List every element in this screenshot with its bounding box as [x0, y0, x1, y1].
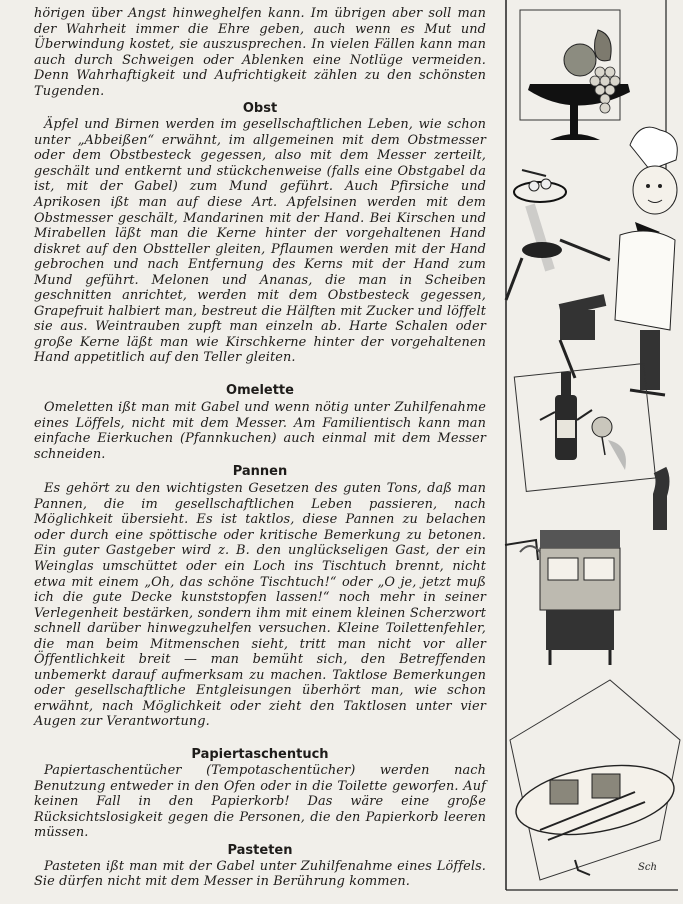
illustration-signature: Sch — [638, 862, 657, 873]
section-text-obst: Äpfel und Birnen werden im gesellschaftlichen Leben, wie schon unter „Abbeißen“ erwähnt, im allgemeinen mit dem Obstmesser oder dem Obstbesteck gegessen, also mit dem Messer zerteilt, geschält und entkernt und stückchenweise (falls eine Obstgabel da ist, mit der Gabel) zum Mund geführt. Auch Pfirsiche und Aprikosen ißt man auf diese Art. Apfelsinen werden mit dem Obstmesser geschält, Mandarinen mit der Hand. Bei Kirschen und Mirabellen läßt man die Kerne hinter der vorgehaltenen Hand diskret auf den Obstteller gleiten, Pflaumen werden mit der Hand gebrochen und nach Entfernung des Kerns mit der Hand zum Mund geführt. Melonen und Ananas, die man in Scheiben geschnitten anrichtet, werden mit dem Obstbesteck gegessen, Grapefruit halbiert man, bestreut die Hälften mit Zucker und löffelt sie aus. Weintrauben zupft man einzeln ab. Harte Schalen oder große Kerne läßt man wie Kirschkerne hinter der vorgehaltenen Hand appetitlich auf den Teller gleiten. — [34, 117, 486, 366]
section-heading-pannen: Pannen — [232, 464, 288, 480]
section-heading-omelette: Omelette — [226, 383, 294, 399]
chef-icon — [506, 127, 677, 395]
section-text-omelette: Omeletten ißt man mit Gabel und wenn nötig unter Zuhilfenahme eines Löffels, nicht mit dem Messer. Am Familientisch kann man einfache Eierkuchen (Pfannkuchen) auch einmal mit dem Messer schneiden. — [34, 400, 486, 462]
section-heading-pasteten: Pasteten — [227, 842, 293, 858]
intro-paragraph: hörigen über Angst hinweghelfen kann. Im übrigen aber soll man der Wahrheit immer die Ehre geben, auch wenn es Mut und Überwindung kostet, sie auszusprechen. In vielen Fällen kann man auch durch Schweigen oder Ablenken eine Notlüge vermeiden. Denn Wahrhaftigkeit und Aufrichtigkeit zählen zu den schönsten Tugenden. — [34, 6, 486, 99]
wine-bottle-icon — [514, 364, 655, 492]
section-text-papiertaschentuch: Papiertaschentücher (Tempotaschentücher) werden nach Benutzung entweder in den Ofen oder in die Toilette geworfen. Auf keinen Fall in den Papierkorb! Das wäre eine große Rücksichtslosigkeit gegen die Personen, die den Papierkorb leeren müssen. — [34, 762, 486, 841]
margin-illustration — [500, 0, 683, 904]
section-heading-papiertaschentuch: Papiertaschentuch — [191, 746, 329, 762]
section-text-pannen: Es gehört zu den wichtigsten Gesetzen des guten Tons, daß man Pannen, die im gesellschaftlichen Leben passieren, nach Möglichkeit übersieht. Es ist taktlos, diese Pannen zu belachen oder durch eine spöttische oder kritische Bemerkung zu betonen. Ein guter Gastgeber wird z. B. den unglückseligen Gast, der ein Weinglas umschüttet oder ein Loch ins Tischtuch brennt, nicht etwa mit einem „Oh, das schöne Tischtuch!“ oder „O je, jetzt muß ich die gute Decke kunststopfen lassen!“ noch mehr in seiner Verlegenheit bestärken, sondern ihm mit einem kleinen Scherzwort schnell darüber hinwegzuhelfen versuchen. Kleine Toilettenfehler, die man beim Mitmenschen sieht, tritt man nicht vor aller Öffentlichkeit breit — man bemüht sich, den Betreffenden unbemerkt darauf aufmerksam zu machen. Taktlose Bemerkungen oder gesellschaftliche Entgleisungen überhört man, wie schon erwähnt, nach Möglichkeit oder zieht den Taktlosen unter vier Augen zur Verantwortung. — [34, 481, 486, 730]
text-column — [34, 6, 486, 890]
section-text-pasteten: Pasteten ißt man mit der Gabel unter Zuhilfenahme eines Löffels. Sie dürfen nicht mit dem Messer in Berührung kommen. — [34, 858, 486, 890]
fruit-bowl-icon — [520, 10, 630, 140]
stove-icon — [505, 470, 663, 665]
plate-icon — [510, 680, 680, 880]
section-heading-obst: Obst — [242, 101, 278, 117]
